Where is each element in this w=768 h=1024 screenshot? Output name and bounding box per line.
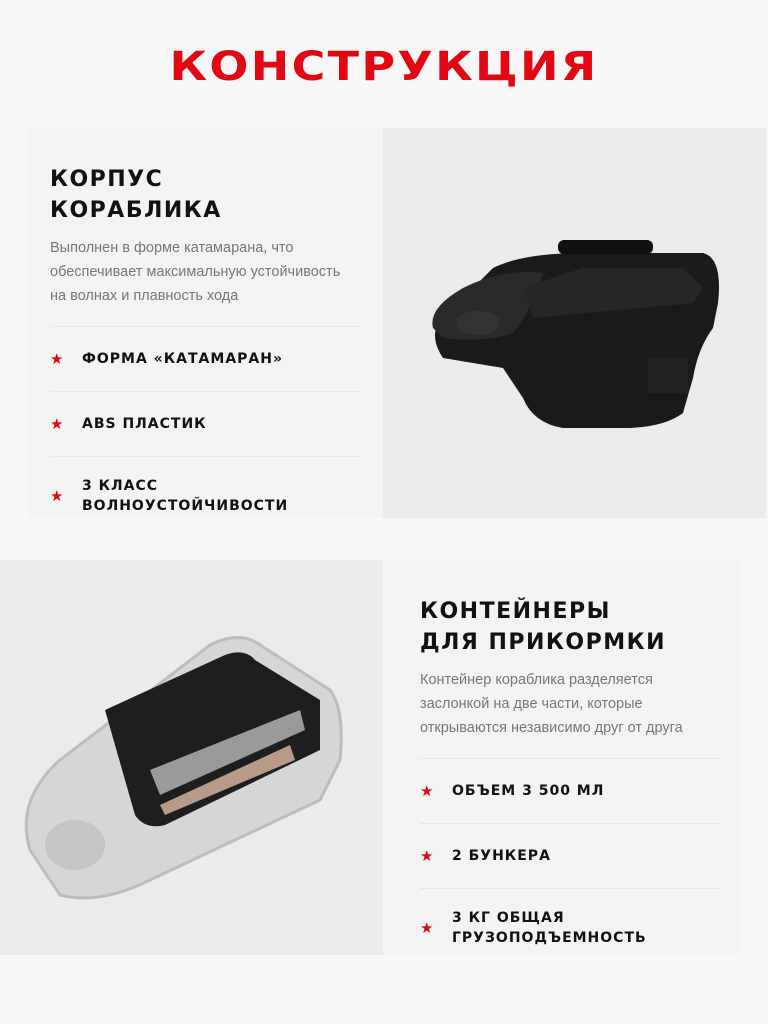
- bait-boat-image: [383, 128, 766, 518]
- container-text-panel: [383, 560, 740, 955]
- feature-label: ВОЛНОУСТОЙЧИВОСТИ: [82, 498, 289, 514]
- feature-item: [420, 888, 720, 967]
- hull-heading-line2: КОРАБЛИКА: [50, 198, 222, 223]
- bait-container-image: [0, 560, 383, 955]
- star-icon: ★: [50, 350, 64, 368]
- feature-label: 3 КЛАСС: [82, 478, 159, 494]
- feature-item: [50, 391, 359, 456]
- container-heading-line1: КОНТЕЙНЕРЫ: [420, 599, 611, 624]
- feature-label: 3 КГ ОБЩАЯ: [452, 910, 565, 926]
- feature-label: ФОРМА «КАТАМАРАН»: [82, 351, 284, 367]
- feature-item: [420, 823, 720, 888]
- star-icon: ★: [50, 415, 64, 433]
- hull-heading-line1: КОРПУС: [50, 167, 164, 192]
- star-icon: ★: [50, 487, 64, 505]
- page-title: КОНСТРУКЦИЯ: [169, 44, 599, 90]
- feature-label: ГРУЗОПОДЪЕМНОСТЬ: [452, 930, 647, 946]
- hull-feature-list: [50, 326, 359, 535]
- container-image-panel: [0, 560, 383, 955]
- container-description: Контейнер кораблика разделяется заслонкой на две части, которые открываются независимо друг от друга: [420, 672, 683, 736]
- feature-item: [50, 326, 359, 391]
- container-feature-list: [420, 758, 720, 967]
- star-icon: ★: [420, 782, 434, 800]
- feature-item: [50, 456, 359, 535]
- feature-label: ABS ПЛАСТИК: [82, 416, 207, 432]
- feature-label: ОБЪЕМ 3 500 МЛ: [452, 783, 605, 799]
- hull-text-panel: [28, 128, 383, 518]
- feature-label: 2 БУНКЕРА: [452, 848, 551, 864]
- hull-heading: [50, 164, 359, 226]
- star-icon: ★: [420, 847, 434, 865]
- container-heading-line2: ДЛЯ ПРИКОРМКИ: [420, 630, 667, 655]
- container-heading: [420, 596, 720, 658]
- hull-description: Выполнен в форме катамарана, что обеспечивает максимальную устойчивость на волнах и плавность хода: [50, 240, 341, 304]
- feature-item: [420, 758, 720, 823]
- boat-image-panel: [383, 128, 766, 518]
- star-icon: ★: [420, 919, 434, 937]
